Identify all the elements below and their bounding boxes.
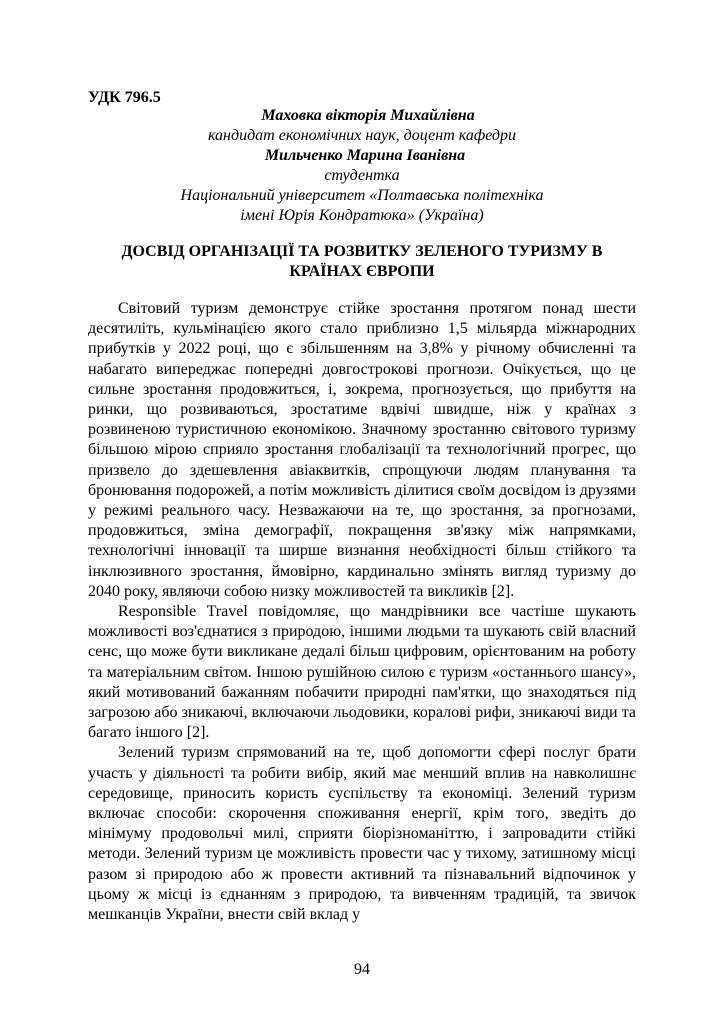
author1-position: кандидат економічних наук, доцент кафедри	[207, 127, 517, 144]
article-body	[88, 299, 636, 925]
affiliation-line1: Національний університет «Полтавська політехніка	[180, 187, 544, 204]
udk-code: УДК 796.5	[88, 89, 161, 106]
affiliation-line2: імені Юрія Кондратюка» (Україна)	[240, 207, 484, 224]
body-paragraph: Світовий туризм демонструє стійке зростання протягом понад шести десятиліть, кульмінацією якого стало приблизно 1,5 мільярда міжнародних прибутків у 2022 році, що є збільшенням на 3,8% у річному обчисленні та набагато випереджає попередні довгострокові прогнози. Очікується, що це сильне зростання продовжиться, і, зокрема, прогнозується, що прибуття на ринки, що розвиваються, зростатиме вдвічі швидше, ніж у країнах з розвиненою туристичною економікою. Значному зростанню світового туризму більшою мірою сприяло зростання глобалізації та технологічний прогрес, що призвело до здешевлення авіаквитків, спрощуючи людям планування та бронювання подорожей, а потім можливість ділитися своїм досвідом із друзями у режимі реального часу. Незважаючи на те, що зростання, за прогнозами, продовжиться, зміна демографії, покращення зв'язку між напрямками, технологічні інновації та ширше визнання необхідності більш стійкого та інклюзивного зростання, ймовірно, кардинально змінять вигляд туризму до 2040 року, являючи собою низку можливостей та викликів [2].	[88, 300, 636, 600]
body-paragraph: Зелений туризм спрямований на те, щоб допомогти сфері послуг брати участь у діяльності та робити вибір, який має менший вплив на навколишнє середовище, приносить користь суспільству та економіці. Зелений туризм включає способи: скорочення споживання енергії, крім того, зведіть до мінімуму продовольчі милі, сприяти біорізноманіттю, і запровадити стійкі методи. Зелений туризм це можливість провести час у тихому, затишному місці разом зі природою або ж провести активний та пізнавальний відпочинок у цьому ж місці із єднанням з природою, та вивченням традицій, та звичок мешканців України, внести свій вклад у	[88, 744, 636, 924]
author2-name: Мильченко Марина Іванівна	[264, 147, 466, 164]
author-block	[88, 106, 636, 226]
page-number: 94	[354, 961, 370, 978]
author1-name: Маховка вікторія Михайлівна	[261, 107, 475, 124]
body-paragraph: Responsible Travel повідомляє, що мандрівники все частіше шукають можливості воз'єднатися з природою, іншими людьми та шукають свій власний сенс, що може бути викликане дедалі більш цифровим, орієнтованим на роботу та матеріальним світом. Іншою рушійною силою є туризм «останнього шансу», який мотивований бажанням побачити природні пам'ятки, що знаходяться під загрозою або зникаючі, включаючи льодовики, коралові рифи, зникаючі види та багато іншого [2].	[88, 603, 636, 742]
author2-position: студентка	[324, 167, 400, 184]
article-title: ДОСВІД ОРГАНІЗАЦІЇ ТА РОЗВИТКУ ЗЕЛЕНОГО ТУРИЗМУ В КРАЇНАХ ЄВРОПИ	[121, 243, 603, 280]
